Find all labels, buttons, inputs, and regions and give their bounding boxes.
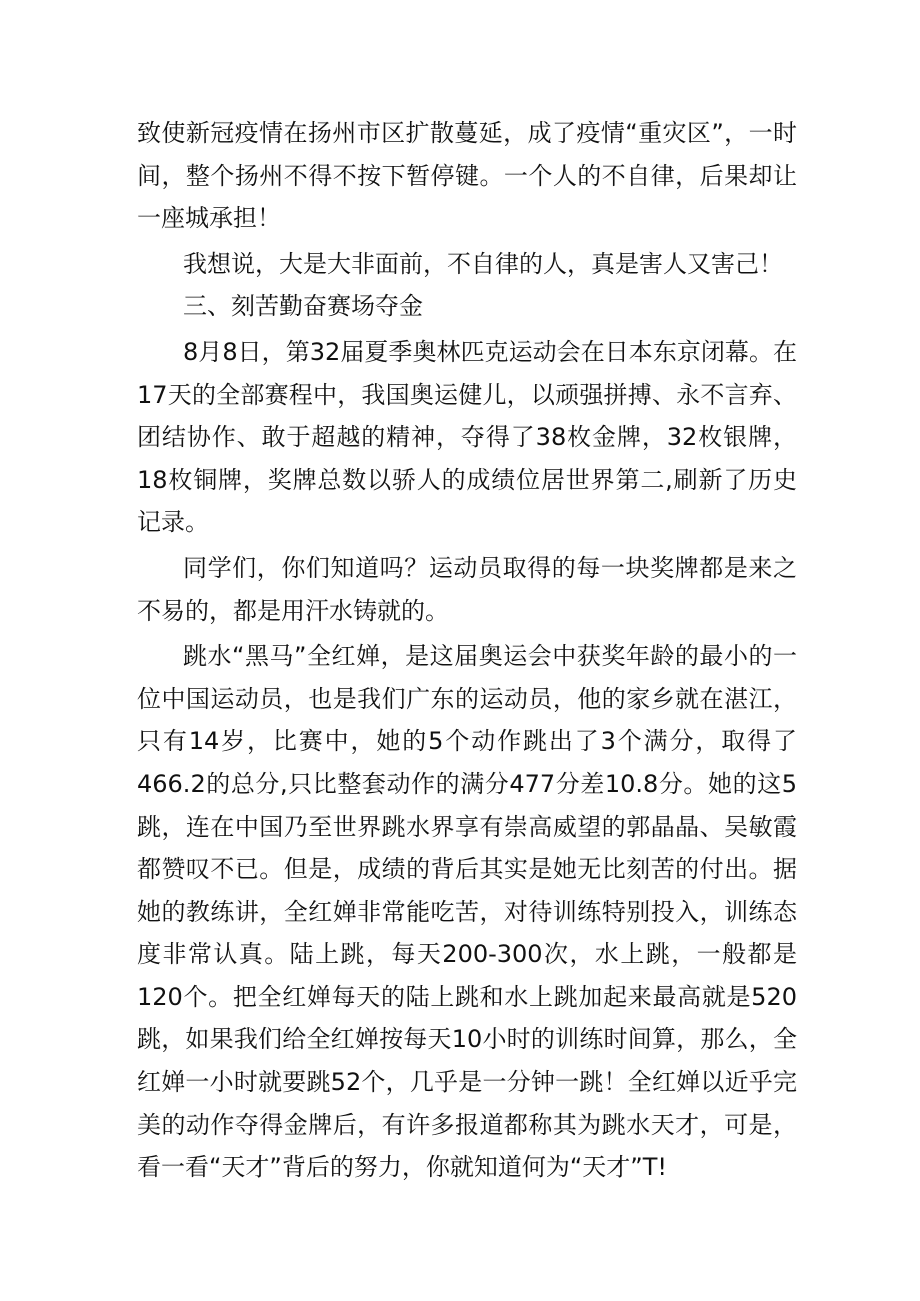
paragraph-quan-hongchan: 跳水“黑马”全红婵，是这届奥运会中获奖年龄的最小的一位中国运动员，也是我们广东的运动员，他的家乡就在湛江，只有14岁，比赛中，她的5个动作跳出了3个满分，取得了466.2的总分,只比整套动作的满分477分差10.8分。她的这5跳，连在中国乃至世界跳水界享有崇高威望的郭晶晶、吴敏霞都赞叹不已。但是，成绩的背后其实是她无比刻苦的付出。据她的教练讲，全红婵非常能吃苦，对待训练特别投入，训练态度非常认真。陆上跳，每天200-300次，水上跳，一般都是120个。把全红婵每天的陆上跳和水上跳加起来最高就是520跳，如果我们给全红婵按每天10小时的训练时间算，那么，全红婵一小时就要跳52个，几乎是一分钟一跳！全红婵以近乎完美的动作夺得金牌后，有许多报道都称其为跳水天才，可是，看一看“天才”背后的努力，你就知道何为“天才”T! — [137, 642, 797, 1182]
paragraph-olympics: 8月8日，第32届夏季奥林匹克运动会在日本东京闭幕。在17天的全部赛程中，我国奥运健儿，以顽强拼搏、永不言弃、团结协作、敢于超越的精神，夺得了38枚金牌，32枚银牌，18枚铜牌，奖牌总数以骄人的成绩位居世界第二,刷新了历史记录。 — [137, 337, 797, 537]
paragraph-students: 同学们，你们知道吗？运动员取得的每一块奖牌都是来之不易的，都是用汗水铸就的。 — [137, 553, 797, 625]
paragraph-continuation: 致使新冠疫情在扬州市区扩散蔓延，成了疫情“重灾区”，一时间，整个扬州不得不按下暂停键。一个人的不自律，后果却让一座城承担！ — [137, 119, 797, 233]
paragraph-opinion: 我想说，大是大非面前，不自律的人，真是害人又害己！ — [183, 249, 783, 278]
document-page — [137, 112, 797, 1189]
section-heading: 三、刻苦勤奋赛场夺金 — [183, 292, 423, 321]
